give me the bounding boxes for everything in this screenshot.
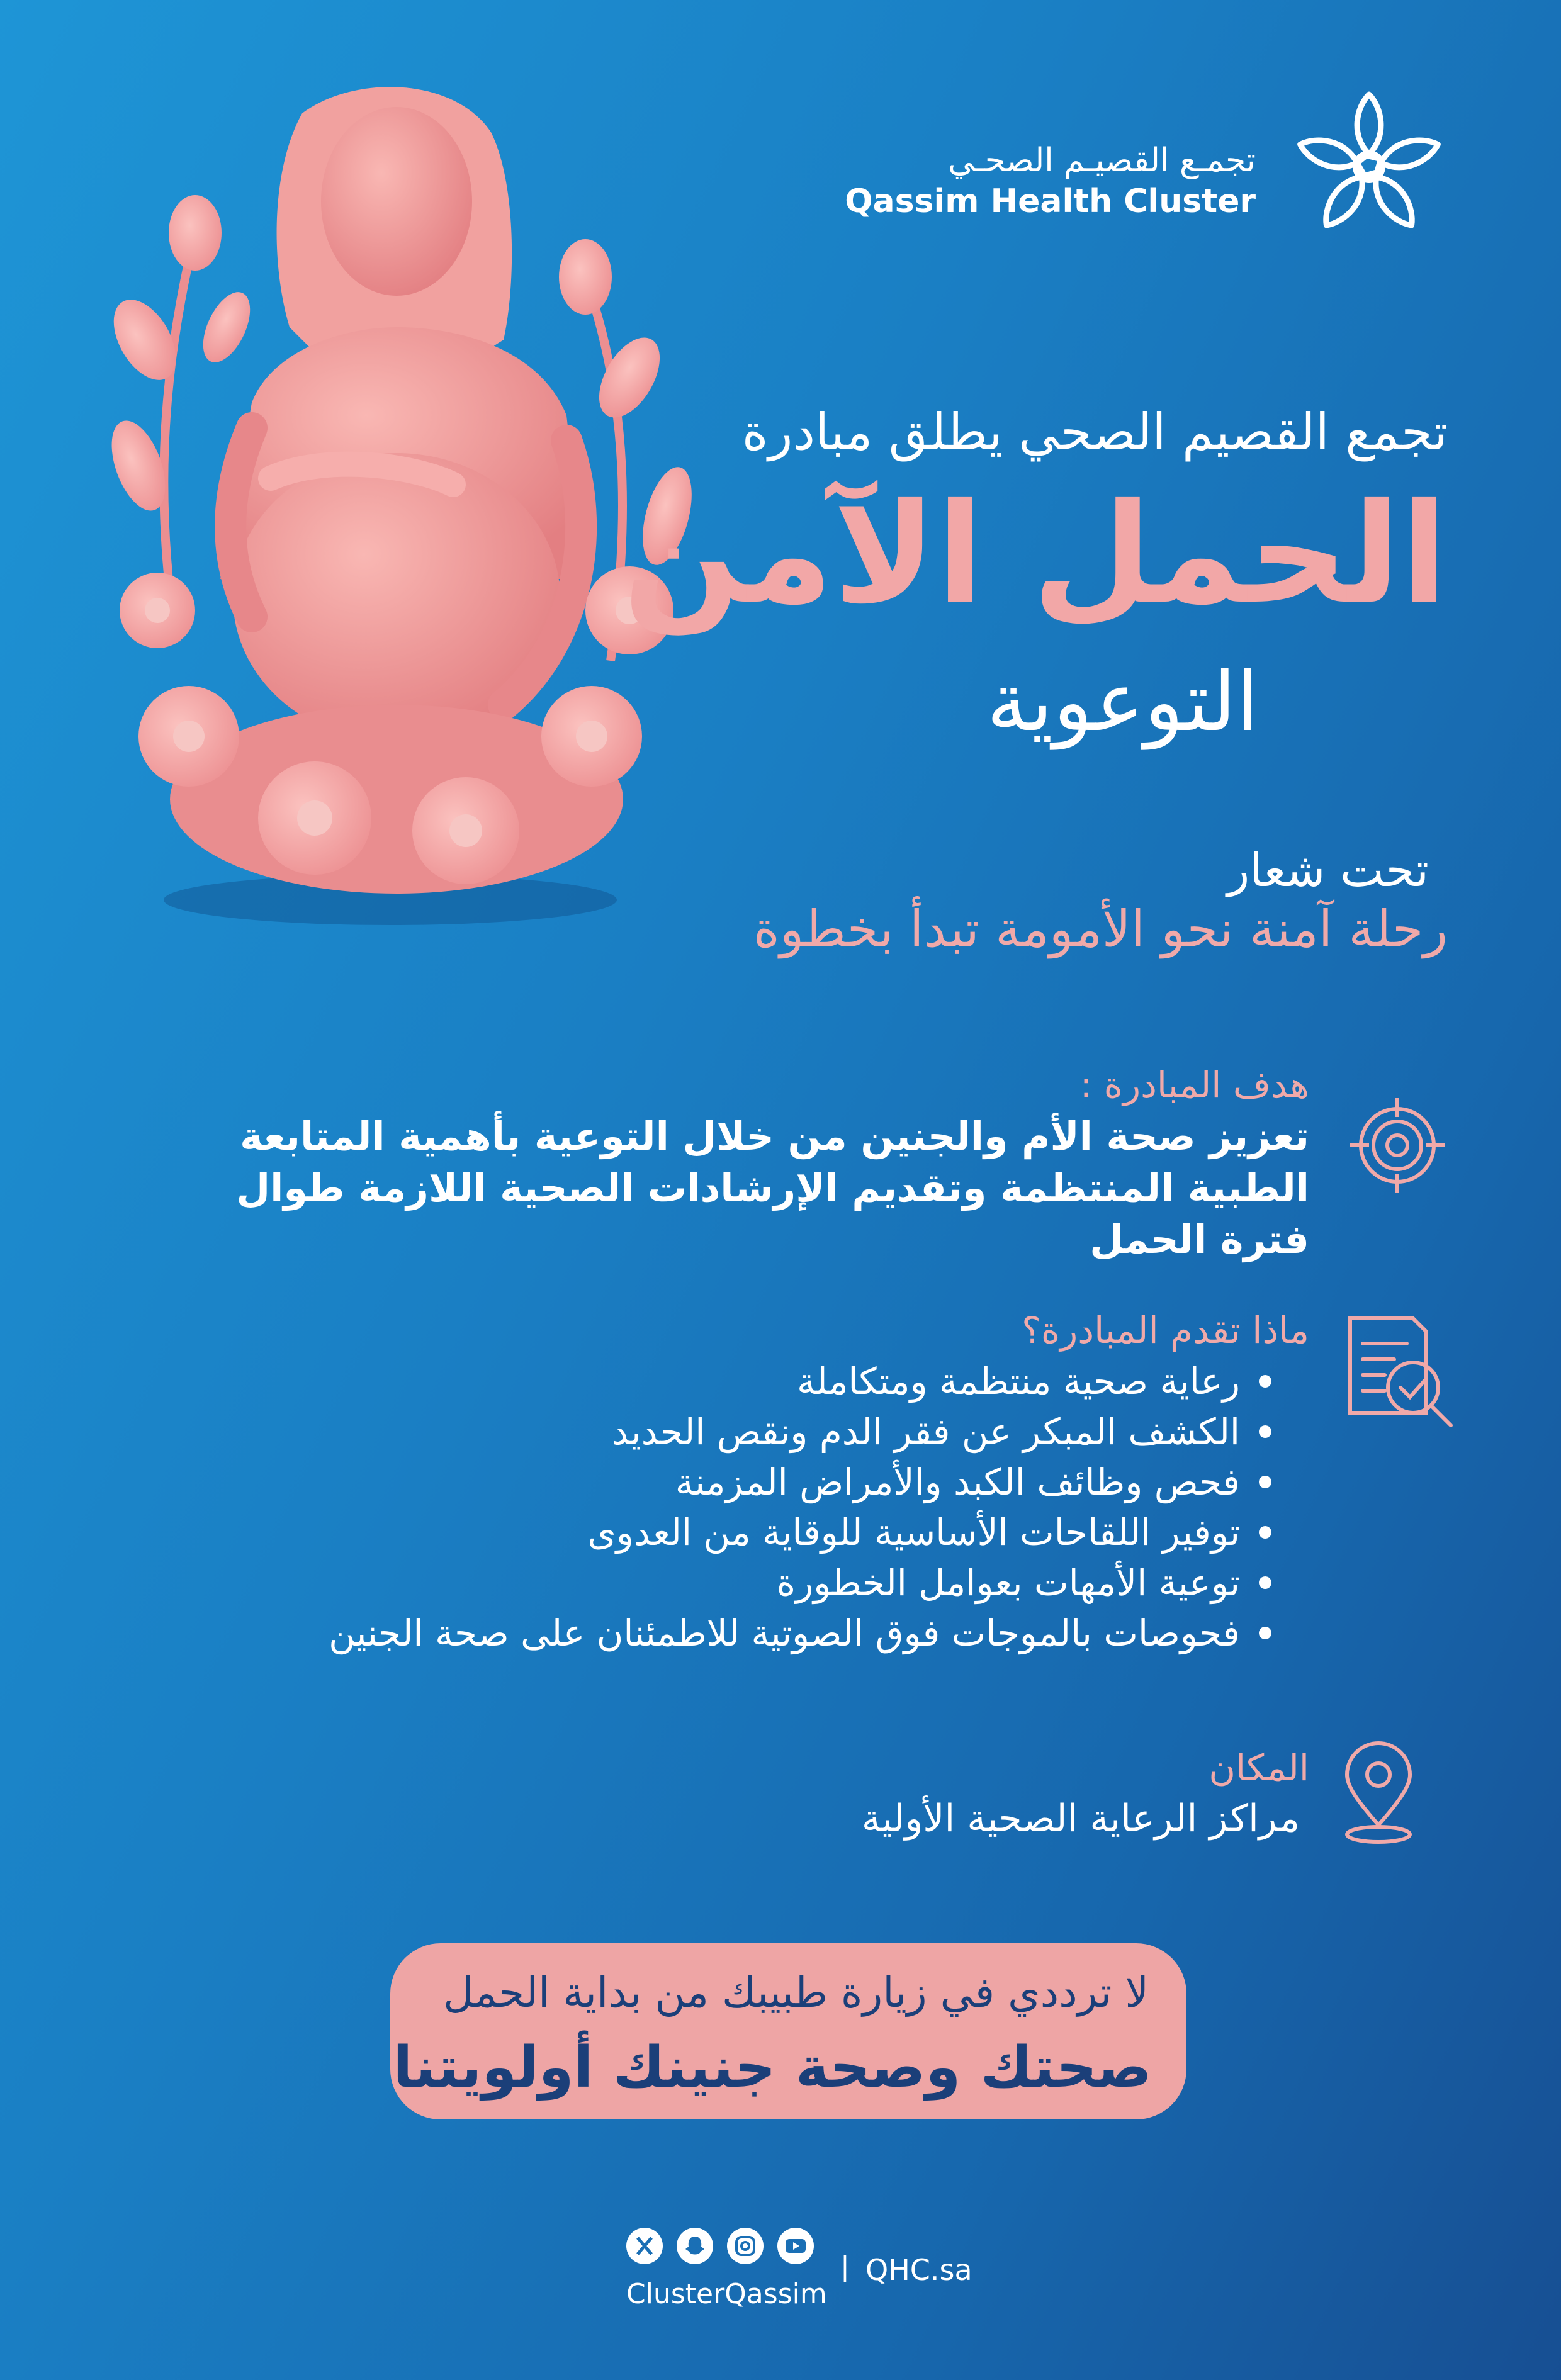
instagram-icon[interactable] <box>727 2228 764 2264</box>
list-item: فحص وظائف الكبد والأمراض المزمنة <box>329 1457 1271 1507</box>
cta-line2: صحتك وصحة جنينك أولويتنا <box>393 2035 1152 2101</box>
bullet-icon <box>1259 1476 1271 1488</box>
youtube-icon[interactable] <box>777 2228 814 2264</box>
logo-english-text: Qassim Health Cluster <box>845 182 1256 220</box>
bullet-icon <box>1259 1375 1271 1388</box>
bullet-icon <box>1259 1425 1271 1438</box>
document-search-icon <box>1338 1312 1457 1432</box>
star-flower-logo-icon <box>1290 88 1448 245</box>
cta-banner <box>390 1943 1186 2119</box>
slogan-text: رحلة آمنة نحو الأمومة تبدأ بخطوة <box>753 900 1448 958</box>
website-link[interactable]: QHC.sa <box>865 2253 972 2287</box>
list-item: توعية الأمهات بعوامل الخطورة <box>329 1558 1271 1608</box>
goal-description: تعزيز صحة الأم والجنين من خلال التوعية بأهمية المتابعة الطبية المنتظمة وتقديم الإرشادات الصحية اللازمة طوال فترة الحمل <box>236 1113 1309 1262</box>
campaign-subtitle: التوعوية <box>986 654 1259 749</box>
campaign-title: الحمل الآمن <box>623 473 1448 634</box>
snapchat-icon[interactable] <box>677 2228 713 2264</box>
bullet-icon <box>1259 1576 1271 1589</box>
intro-text: تجمع القصيم الصحي يطلق مبادرة <box>741 403 1448 461</box>
header-logo <box>845 88 1448 252</box>
offers-list <box>329 1356 1271 1658</box>
list-item: رعاية صحية منتظمة ومتكاملة <box>329 1356 1271 1406</box>
cta-line1: لا ترددي في زيارة طبيبك من بداية الحمل <box>443 1968 1149 2017</box>
offers-title: ماذا تقدم المبادرة؟ <box>1022 1309 1309 1352</box>
footer-separator: | <box>840 2250 850 2282</box>
x-icon[interactable] <box>626 2228 663 2264</box>
logo-arabic-text: تجمـع القصيـم الصحـي <box>948 142 1256 179</box>
social-handle[interactable]: ClusterQassim <box>626 2278 827 2310</box>
bullet-icon <box>1259 1627 1271 1639</box>
bullet-icon <box>1259 1526 1271 1539</box>
location-title: المكان <box>1209 1746 1309 1789</box>
location-text: مراكز الرعاية الصحية الأولية <box>861 1797 1300 1841</box>
target-icon <box>1344 1092 1451 1199</box>
list-item: الكشف المبكر عن فقر الدم ونقص الحديد <box>329 1406 1271 1457</box>
list-item: توفير اللقاحات الأساسية للوقاية من العدوى <box>329 1507 1271 1558</box>
goal-title: هدف المبادرة : <box>1079 1064 1309 1106</box>
location-pin-icon <box>1341 1740 1416 1847</box>
footer <box>626 2228 1004 2316</box>
list-item: فحوصات بالموجات فوق الصوتية للاطمئنان على صحة الجنين <box>329 1608 1271 1658</box>
slogan-label: تحت شعار <box>1227 843 1429 897</box>
